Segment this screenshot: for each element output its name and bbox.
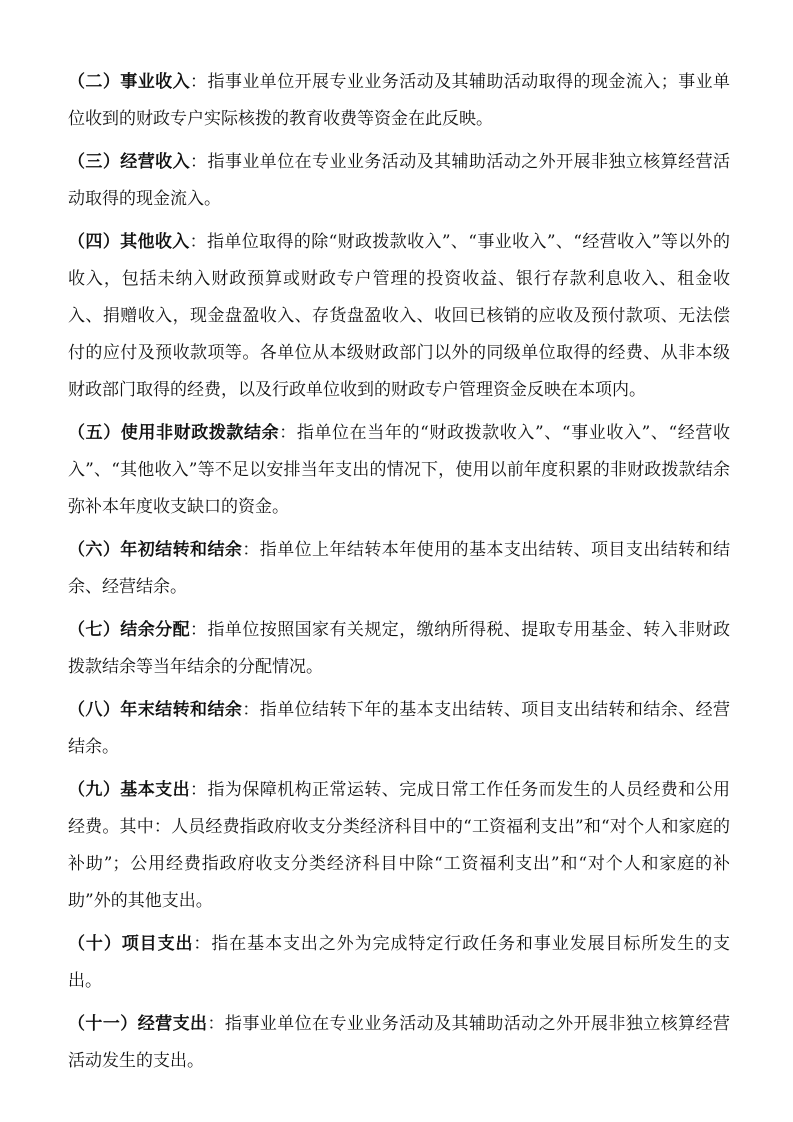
term-definition: ：指为保障机构正常运转、完成日常工作任务而发生的人员经费和公用经费。其中：人员经费指政府收支分类经济科目中的“工资福利支出”和“对个人和家庭的补助”；公用经费指政府收支分类经济科目中除“工资福利支出”和“对个人和家庭的补助”外的其他支出。 <box>68 780 731 911</box>
paragraph-basic-expenditure <box>68 772 730 920</box>
paragraph-operating-expenditure <box>68 1006 730 1080</box>
term-heading: （十一）经营支出 <box>68 1014 208 1034</box>
term-definition: ：指单位结转下年的基本支出结转、项目支出结转和结余、经营结余。 <box>68 700 731 757</box>
term-heading: （六）年初结转和结余 <box>68 540 243 560</box>
term-heading: （七）结余分配 <box>68 620 191 640</box>
paragraph-surplus-distribution <box>68 612 730 686</box>
term-heading: （二）事业收入 <box>68 72 191 92</box>
term-definition: ：指事业单位在专业业务活动及其辅助活动之外开展非独立核算经营活动发生的支出。 <box>68 1014 731 1071</box>
term-definition: ：指在基本支出之外为完成特定行政任务和事业发展目标所发生的支出。 <box>68 934 731 991</box>
term-heading: （三）经营收入 <box>68 152 191 172</box>
paragraph-other-income <box>68 224 730 409</box>
term-definition: ：指单位取得的除“财政拨款收入”、“事业收入”、“经营收入”等以外的收入，包括未纳入财政预算或财政专户管理的投资收益、银行存款利息收入、租金收入、捐赠收入，现金盘盈收入、存货盘盈收入、收回已核销的应收及预付款项、无法偿付的应付及预收款项等。各单位从本级财政部门以外的同级单位取得的经费、从非本级财政部门取得的经费，以及行政单位收到的财政专户管理资金反映在本项内。 <box>68 232 730 400</box>
term-heading: （五）使用非财政拨款结余 <box>68 423 280 443</box>
document-page <box>68 64 730 1086</box>
term-definition: ：指单位在当年的“财政拨款收入”、“事业收入”、“经营收入”、“其他收入”等不足以安排当年支出的情况下，使用以前年度积累的非财政拨款结余弥补本年度收支缺口的资金。 <box>68 423 730 517</box>
paragraph-project-expenditure <box>68 926 730 1000</box>
term-heading: （四）其他收入 <box>68 232 190 252</box>
term-definition: ：指单位按照国家有关规定，缴纳所得税、提取专用基金、转入非财政拨款结余等当年结余的分配情况。 <box>68 620 731 677</box>
term-heading: （八）年末结转和结余 <box>68 700 243 720</box>
term-heading: （九）基本支出 <box>68 780 191 800</box>
paragraph-operating-income <box>68 144 730 218</box>
paragraph-non-fiscal-balance <box>68 415 730 526</box>
term-definition: ：指事业单位开展专业业务活动及其辅助活动取得的现金流入；事业单位收到的财政专户实际核拨的教育收费等资金在此反映。 <box>68 72 731 129</box>
term-heading: （十）项目支出 <box>68 934 194 954</box>
term-definition: ：指单位上年结转本年使用的基本支出结转、项目支出结转和结余、经营结余。 <box>68 540 731 597</box>
paragraph-closing-carryover <box>68 692 730 766</box>
term-definition: ：指事业单位在专业业务活动及其辅助活动之外开展非独立核算经营活动取得的现金流入。 <box>68 152 731 209</box>
paragraph-opening-carryover <box>68 532 730 606</box>
paragraph-business-income <box>68 64 730 138</box>
